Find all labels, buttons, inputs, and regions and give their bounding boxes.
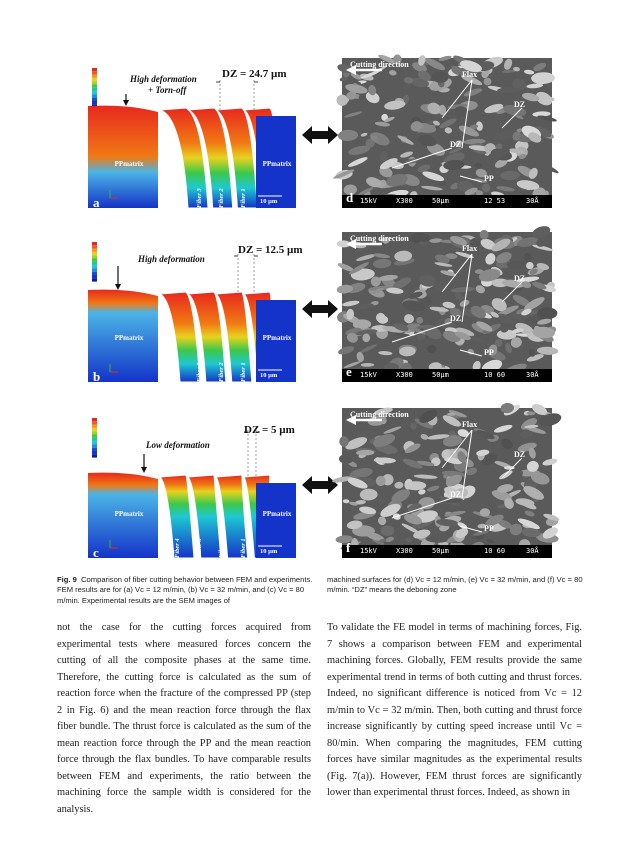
sem-flax-label: Flax xyxy=(462,420,478,429)
panel-letter: e xyxy=(346,364,352,379)
sem-dz-label-2: DZ xyxy=(450,314,462,323)
sem-bar-kv: 15kV xyxy=(360,371,377,379)
matrix-label-right: PPmatrix xyxy=(262,334,292,342)
sem-bar-id: 30Å xyxy=(526,197,539,205)
sem-pp-label: PP xyxy=(484,174,494,183)
sem-bar-mag: X300 xyxy=(396,197,413,205)
caption-right-text: machined surfaces for (d) Vc = 12 m/min, (e) Vc = 32 m/min, and (f) Vc = 80 m/min. “DZ” means the deboning zone xyxy=(327,575,583,595)
sem-info-bar xyxy=(342,545,552,558)
sem-flax-label: Flax xyxy=(462,244,478,253)
sem-bar-id: 30Å xyxy=(526,371,539,379)
dz-label: DZ = 12.5 µm xyxy=(238,244,303,256)
sem-bar-kv: 15kV xyxy=(360,197,377,205)
panel-letter: f xyxy=(346,540,351,555)
fem-panel-b xyxy=(88,232,303,387)
dz-label: DZ = 24.7 µm xyxy=(222,68,287,80)
sem-cutting-direction-label: Cutting direction xyxy=(350,410,409,419)
sem-panel-d xyxy=(342,58,552,208)
deformation-label: Low deformation xyxy=(146,440,210,450)
sem-bar-scale: 50µm xyxy=(432,371,449,379)
caption-label: Fig. 9 xyxy=(57,575,77,584)
panel-letter: c xyxy=(93,545,99,560)
sem-flax-label: Flax xyxy=(462,70,478,79)
fem-panel-c xyxy=(88,408,296,563)
body-left-column: not the case for the cutting forces acquired from experimental tests where measured forces concern the cutting of all the composite phases at the same time. Therefore, the cutting force is calculated as the sum of reaction force when the fracture of the compressed PP (step 2 in Fig. 6) and the mean reaction force through the flax fiber bundle. The thrust force is calculated as the sum of the mean reaction force through the PP and the mean reaction force through the flax bundles. To have comparable results between FEM and experiments, the ratio between the machining force the sample width is considered for the analysis. xyxy=(57,622,311,815)
sem-pp-label: PP xyxy=(484,348,494,357)
sem-bar-scale: 50µm xyxy=(432,547,449,555)
sem-texture xyxy=(342,408,552,558)
sem-cutting-direction-label: Cutting direction xyxy=(350,234,409,243)
sem-texture xyxy=(342,232,552,382)
fiber-label: Fiber 4 xyxy=(174,362,181,382)
sem-bar-scale: 50µm xyxy=(432,197,449,205)
sem-bar-code: 10 60 xyxy=(484,547,506,555)
scale-bar-label: 10 µm xyxy=(260,548,278,555)
scale-bar-label: 10 µm xyxy=(260,198,278,205)
matrix-label-right: PPmatrix xyxy=(262,510,292,518)
panel-letter: b xyxy=(93,369,101,384)
sem-panel-e xyxy=(342,232,552,382)
caption-right xyxy=(327,575,585,596)
deformation-label-2: + Torn-off xyxy=(148,85,187,95)
scale-bar-label: 10 µm xyxy=(260,372,278,379)
sem-pp-label: PP xyxy=(484,524,494,533)
fiber-label: Fiber 3 xyxy=(196,538,203,558)
sem-bar-code: 10 60 xyxy=(484,371,506,379)
fiber-label: Fiber 1 xyxy=(240,538,247,558)
body-right-column: To validate the FE model in terms of machining forces, Fig. 7 shows a comparison between FEM and experimental machining forces. Globally, FEM results provide the same experimental trend in terms of both cutting and thrust forces. Indeed, no significant difference is noticed from Vc = 12 m/min to Vc = 32 m/min. Then, both cutting and thrust force increase significantly by cutting speed increase until Vc = 80/min. When comparing the magnitudes, FEM cutting forces have similar magnitudes as the experimental results (Fig. 7(a)). However, FEM thrust forces are significantly lower than experimental thrust forces. Indeed, as shown in xyxy=(327,622,582,798)
fiber-label: Fiber 2 xyxy=(218,362,225,382)
fiber-label: Fiber 2 xyxy=(218,538,225,558)
sem-dz-label-1: DZ xyxy=(514,274,526,283)
sem-info-bar xyxy=(342,195,552,208)
sem-dz-label-1: DZ xyxy=(514,450,526,459)
fiber-label: Fiber 4 xyxy=(174,538,181,558)
fiber-label: Fiber 1 xyxy=(240,362,247,382)
panel-letter: a xyxy=(93,195,100,210)
sem-dz-label-2: DZ xyxy=(450,140,462,149)
deformation-label: High deformation xyxy=(130,74,197,84)
sem-bar-mag: X300 xyxy=(396,547,413,555)
fiber-label: Fiber 1 xyxy=(240,188,247,208)
compare-double-arrow-icon xyxy=(302,300,338,318)
caption-left-text: Comparison of fiber cutting behavior between FEM and experiments. FEM results are for (a) Vc = 12 m/min, (b) Vc = 32 m/min, and (c) Vc = 80 m/min. Experimental results are the SEM images of xyxy=(57,575,313,605)
compare-double-arrow-icon xyxy=(302,126,338,144)
matrix-label-left: PPmatrix xyxy=(114,160,144,168)
sem-dz-label-2: DZ xyxy=(450,490,462,499)
sem-bar-id: 30Å xyxy=(526,547,539,555)
deformation-label: High deformation xyxy=(138,254,205,264)
sem-bar-kv: 15kV xyxy=(360,547,377,555)
dz-label: DZ = 5 µm xyxy=(244,424,295,436)
fiber-label: Fiber 3 xyxy=(196,362,203,382)
sem-bar-mag: X300 xyxy=(396,371,413,379)
sem-bar-code: 12 53 xyxy=(484,197,506,205)
fiber-label: Fiber 3 xyxy=(196,188,203,208)
matrix-label-left: PPmatrix xyxy=(114,510,144,518)
compare-double-arrow-icon xyxy=(302,476,338,494)
matrix-label-right: PPmatrix xyxy=(262,160,292,168)
sem-texture xyxy=(342,58,552,208)
fiber-label: Fiber 2 xyxy=(218,188,225,208)
fiber-label: Fiber 4 xyxy=(174,188,181,208)
fem-panel-a xyxy=(88,58,296,213)
sem-info-bar xyxy=(342,369,552,382)
sem-dz-label-1: DZ xyxy=(514,100,526,109)
sem-panel-f xyxy=(342,408,552,558)
sem-cutting-direction-label: Cutting direction xyxy=(350,60,409,69)
panel-letter: d xyxy=(346,190,354,205)
matrix-label-left: PPmatrix xyxy=(114,334,144,342)
caption-left xyxy=(57,575,315,606)
